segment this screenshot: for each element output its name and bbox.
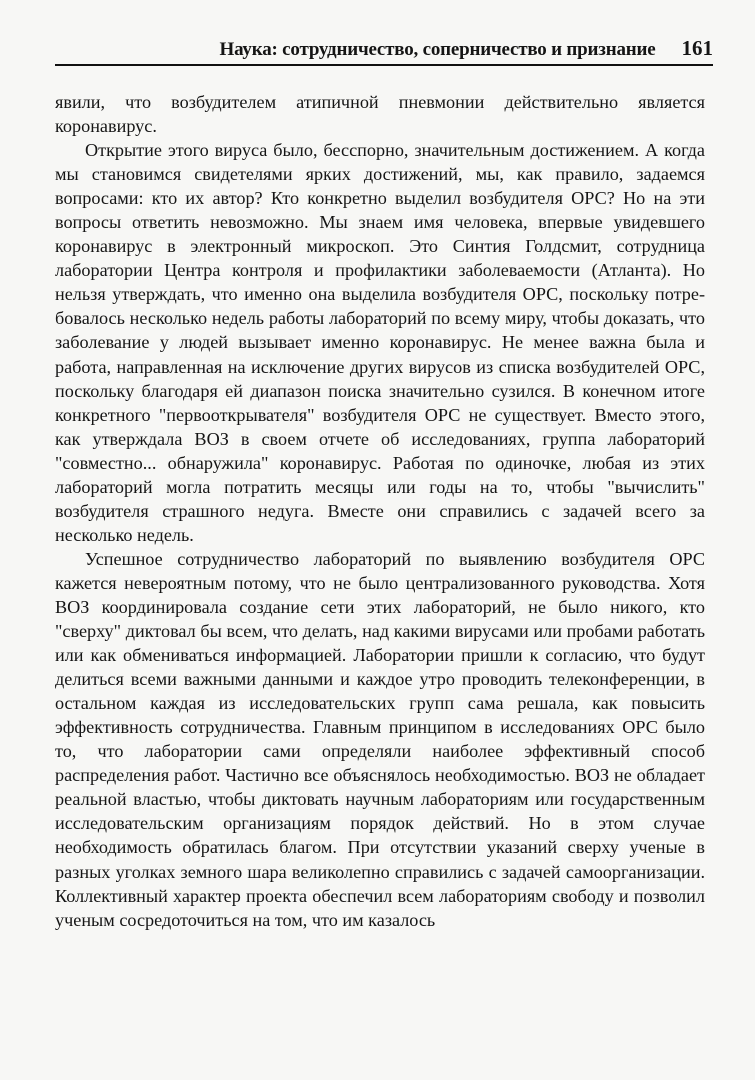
running-header: [55, 36, 713, 66]
paragraph-cooperation: Успешное сотрудничество лабораторий по выявлению возбудителя ОРС кажется невероятным потому, что не было централизованного руководства. Хотя ВОЗ координировала создание сети этих лабораторий, не было никого, кто "сверху" диктовал бы всем, что делать, над какими вирусами или пробами работать или как обмениваться информацией. Лаборатории пришли к согласию, что будут делиться всеми важными данными и каждое утро проводить телеконференции, в остальном каждая из исследовательских групп сама решала, как повысить эффективность сотрудничества. Главным принципом в исследованиях ОРС было то, что лаборатории сами определяли наиболее эффективный способ распределения работ. Частично все объяснялось необходимостью. ВОЗ не обладает реальной властью, чтобы диктовать научным лабораториям или государственным исследовательским организациям порядок действий. Но в этом случае необходимость обратилась благом. При отсутствии указаний сверху ученые в разных уголках земного шара великолепно справились с задачей самоорганизации. Коллективный характер проекта обеспечил всем лабораториям свободу и позволил ученым сосредоточиться на том, что им казалось: [55, 548, 705, 930]
chapter-title: Наука: сотрудничество, соперничество и признание: [219, 39, 656, 60]
paragraph-discovery: Открытие этого вируса было, бесспорно, значительным достижением. А когда мы становимся свидетелями ярких достижений, мы, как правило, задаемся вопросами: кто их автор? Кто конкретно выделил возбудителя ОРС? Но на эти вопросы ответить невозможно. Мы знаем имя человека, впервые увидевшего коронавирус в электронный микроскоп. Это Синтия Голдсмит, сотрудница лаборатории Центра контроля и профилактики заболеваемости (Атланта). Но нельзя утверждать, что именно она выделила возбудителя ОРС, поскольку потребовалось несколько недель работы лабораторий по всему миру, чтобы доказать, что заболевание у людей вызывает именно коронавирус. Не менее важна была и работа, направленная на исключение других вирусов из списка возбудителей ОРС, поскольку благодаря ей диапазон поиска значительно сузился. В конечном итоге конкретного "первооткрывателя" возбудителя ОРС не существует. Вместо этого, как утверждала ВОЗ в своем отчете об исследованиях, группа лабораторий "совместно... обнаружила" коронавирус. Работая по одиночке, любая из этих лабораторий могла потратить месяцы или годы на то, чтобы "вычислить" возбудителя страшного недуга. Вместе они справились с задачей всего за несколько недель.: [55, 140, 705, 545]
page-number: 161: [681, 36, 713, 60]
body-text: [55, 90, 705, 932]
paragraph-continuation: явили, что возбудителем атипичной пневмонии действительно является коронавирус.: [55, 92, 705, 137]
